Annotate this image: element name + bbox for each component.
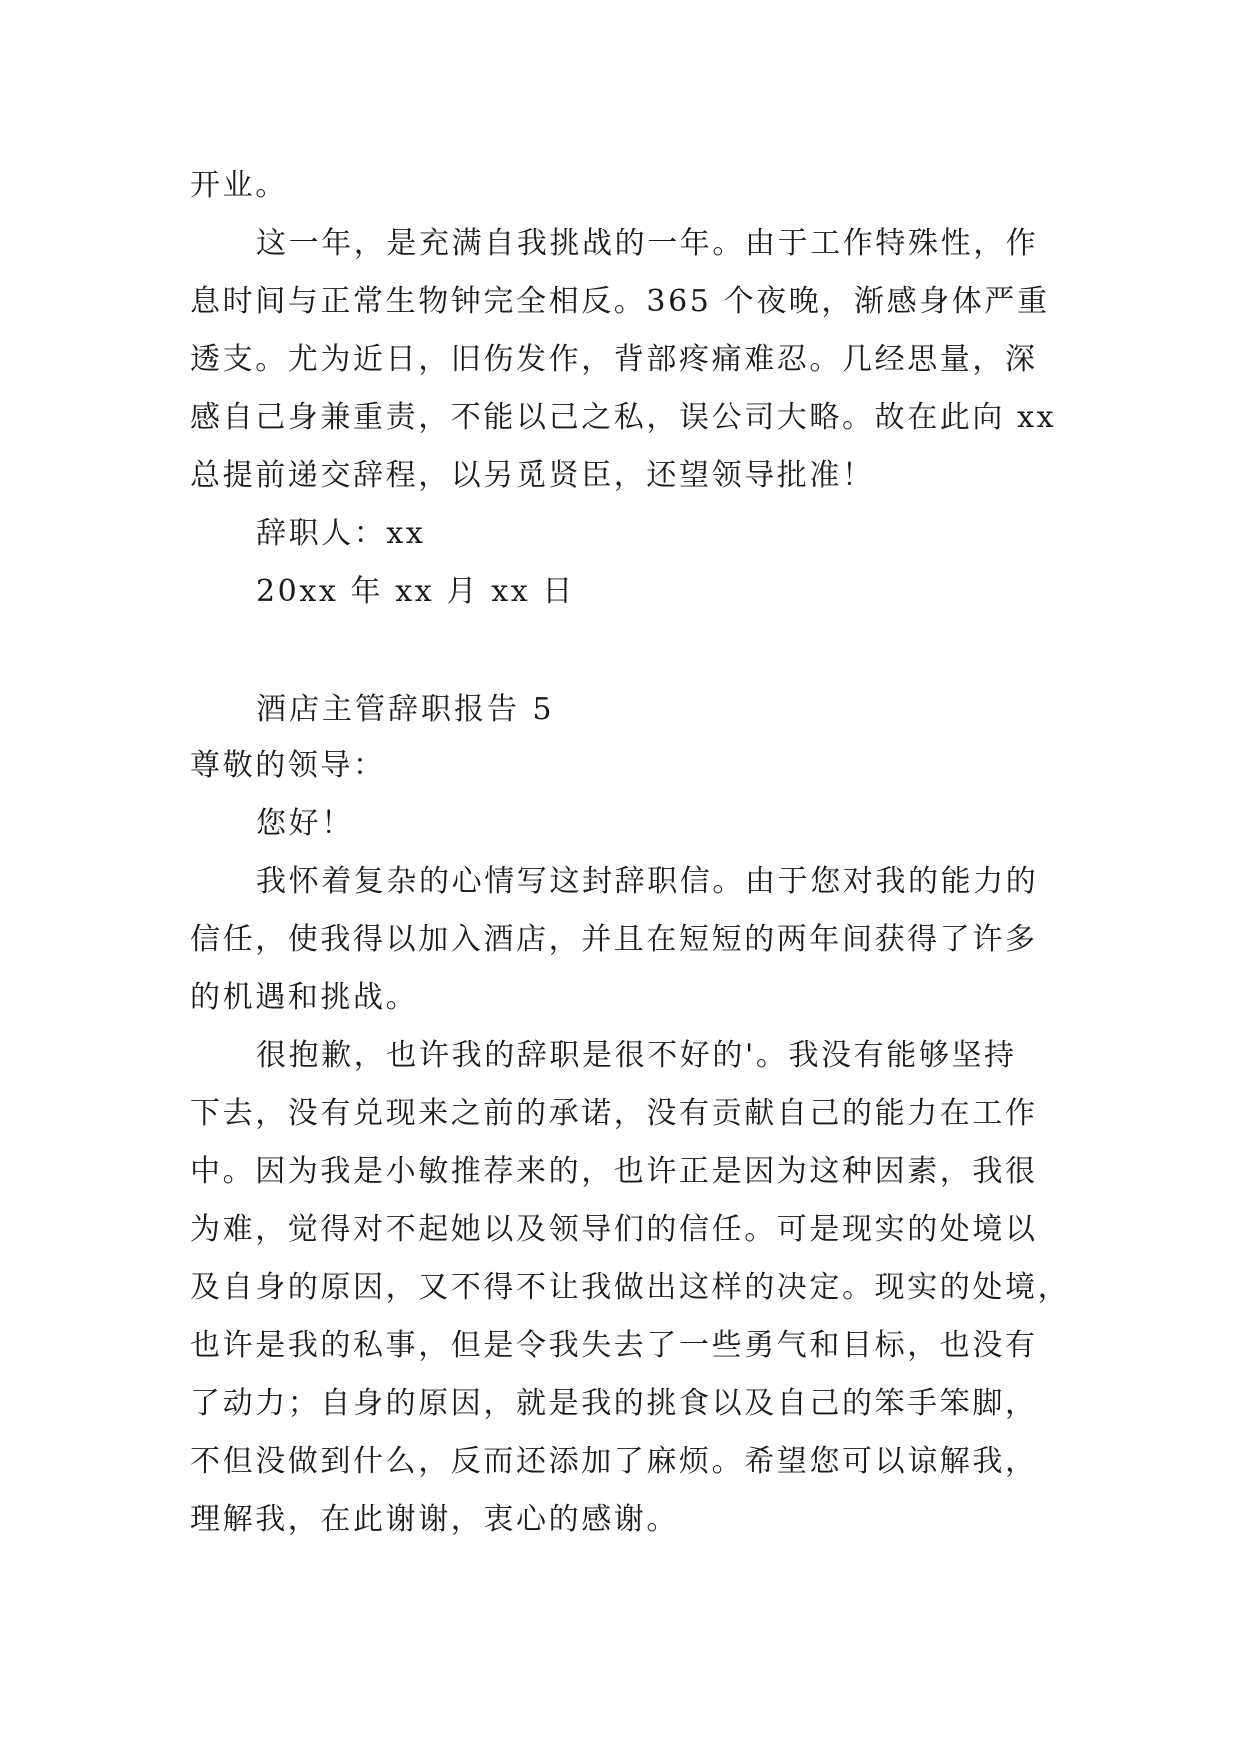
paragraph-line: 我怀着复杂的心情写这封辞职信。由于您对我的能力的 (256, 864, 1039, 899)
paragraph-line: 总提前递交辞程，以另觅贤臣，还望领导批准！ (190, 458, 875, 493)
paragraph-line: 理解我，在此谢谢，衷心的感谢。 (190, 1502, 679, 1537)
paragraph-line: 不但没做到什么，反而还添加了麻烦。希望您可以谅解我， (190, 1444, 1038, 1479)
paragraph-line: 了动力；自身的原因，就是我的挑食以及自己的笨手笨脚， (190, 1386, 1038, 1421)
paragraph-line: 信任，使我得以加入酒店，并且在短短的两年间获得了许多 (190, 922, 1038, 957)
paragraph-line: 及自身的原因，又不得不让我做出这样的决定。现实的处境， (190, 1270, 1071, 1305)
paragraph-line: 中。因为我是小敏推荐来的，也许正是因为这种因素，我很 (190, 1154, 1038, 1189)
paragraph-line: 开业。 (190, 168, 288, 203)
paragraph-line: 感自己身兼重责，不能以己之私，误公司大略。故在此向 xx (190, 400, 1057, 435)
date-line: 20xx 年 xx 月 xx 日 (256, 574, 575, 609)
paragraph-line: 为难，觉得对不起她以及领导们的信任。可是现实的处境以 (190, 1212, 1038, 1247)
paragraph-line: 很抱歉，也许我的辞职是很不好的'。我没有能够坚持 (256, 1038, 1017, 1073)
signature-line: 辞职人：xx (256, 516, 426, 551)
paragraph-line: 的机遇和挑战。 (190, 980, 419, 1015)
paragraph-line: 息时间与正常生物钟完全相反。365 个夜晚，渐感身体严重 (190, 284, 1050, 319)
paragraph-line: 也许是我的私事，但是令我失去了一些勇气和目标，也没有 (190, 1328, 1038, 1363)
paragraph-line: 下去，没有兑现来之前的承诺，没有贡献自己的能力在工作 (190, 1096, 1038, 1131)
paragraph-line: 这一年，是充满自我挑战的一年。由于工作特殊性，作 (256, 226, 1039, 261)
greeting-line: 您好！ (256, 806, 354, 841)
section-heading: 酒店主管辞职报告 5 (256, 692, 555, 727)
salutation-line: 尊敬的领导： (190, 748, 386, 783)
paragraph-line: 透支。尤为近日，旧伤发作，背部疼痛难忍。几经思量，深 (190, 342, 1038, 377)
